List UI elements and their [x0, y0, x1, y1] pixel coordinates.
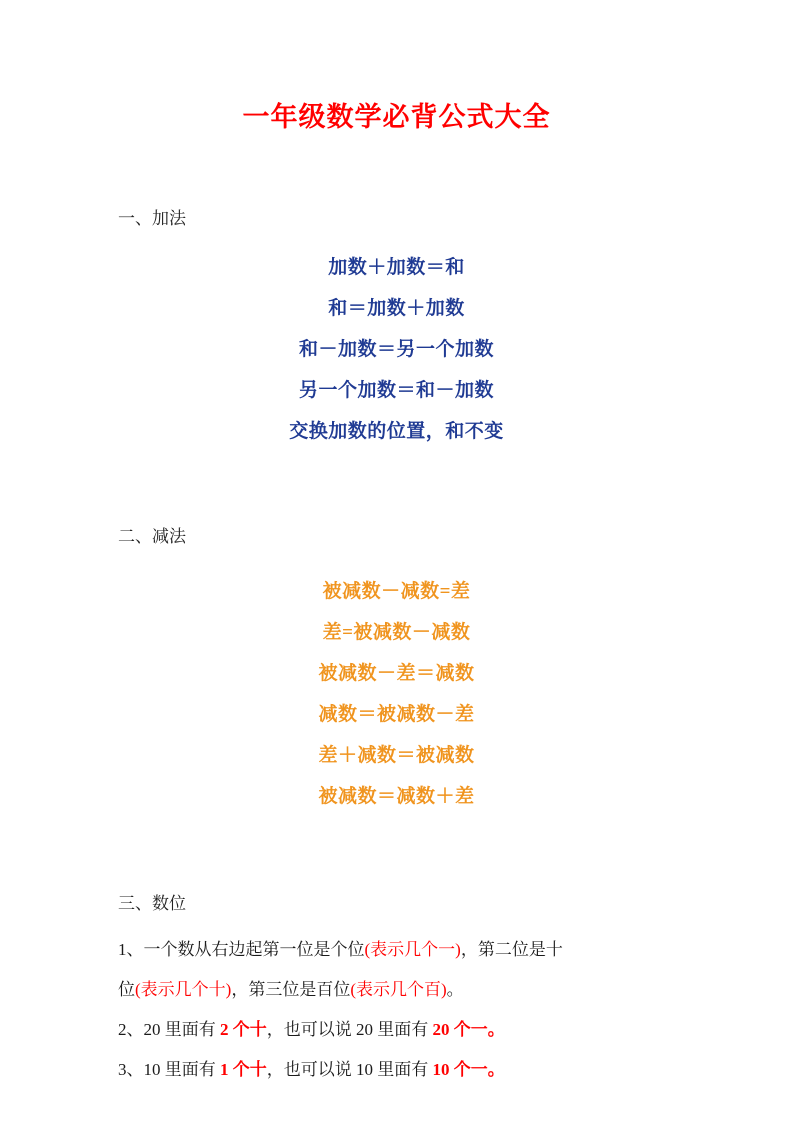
- formula-item: 差＋减数＝被减数: [318, 745, 475, 766]
- formula-item: 差=被减数－减数: [322, 622, 471, 643]
- digit-line-1-part4: ，第三位是百位: [231, 980, 351, 999]
- digit-line-1-part5: 。: [446, 980, 464, 999]
- digit-line-2-highlight2: 20 个一: [432, 1020, 488, 1039]
- digit-line-2: [118, 1010, 713, 1050]
- digit-line-1-part2: ，第二位是十: [460, 940, 563, 959]
- digit-line-3-part3: 。: [487, 1060, 505, 1079]
- digit-line-1-highlight1: (表示几个一): [364, 940, 461, 959]
- section-digit-places: [80, 817, 713, 1090]
- digit-line-2-part2: ，也可以说 20 里面有: [266, 1020, 433, 1039]
- formula-item: 和＝加数＋加数: [328, 298, 465, 319]
- formula-item: 减数＝被减数－差: [318, 704, 475, 725]
- formula-item: 加数＋加数＝和: [328, 257, 465, 278]
- digit-line-3-part1: 3、10 里面有: [118, 1060, 220, 1079]
- formula-item: 另一个加数＝和－加数: [298, 380, 494, 401]
- section-heading-digit-places: 三、数位: [118, 894, 186, 913]
- formula-list-addition: [80, 247, 713, 452]
- section-heading-addition: 一、加法: [118, 209, 186, 228]
- digit-line-2-part1: 2、20 里面有: [118, 1020, 220, 1039]
- digit-line-1-part1: 1、一个数从右边起第一位是个位: [118, 940, 365, 959]
- digit-line-1-part3: 位: [118, 980, 135, 999]
- digit-line-1-highlight2: (表示几个十): [135, 980, 232, 999]
- digit-lines: [80, 930, 713, 1090]
- digit-line-3: [118, 1050, 713, 1090]
- formula-item: 交换加数的位置，和不变: [289, 421, 504, 442]
- page-title: 一年级数学必背公式大全: [242, 102, 551, 132]
- digit-line-2-part3: 。: [487, 1020, 505, 1039]
- section-subtraction: [80, 452, 713, 817]
- digit-line-3-part2: ，也可以说 10 里面有: [266, 1060, 433, 1079]
- digit-line-1: [118, 930, 713, 970]
- formula-item: 被减数－减数=差: [322, 581, 471, 602]
- digit-line-3-highlight1: 1 个十: [220, 1060, 267, 1079]
- digit-line-3-highlight2: 10 个一: [432, 1060, 488, 1079]
- formula-item: 被减数＝减数＋差: [318, 786, 475, 807]
- section-addition: [80, 134, 713, 452]
- section-heading-subtraction: 二、减法: [118, 527, 186, 546]
- formula-list-subtraction: [80, 571, 713, 817]
- digit-line-1-highlight3: (表示几个百): [350, 980, 447, 999]
- formula-item: 被减数－差＝减数: [318, 663, 475, 684]
- digit-line-1-continued: [118, 970, 713, 1010]
- digit-line-2-highlight1: 2 个十: [220, 1020, 267, 1039]
- formula-item: 和－加数＝另一个加数: [298, 339, 494, 360]
